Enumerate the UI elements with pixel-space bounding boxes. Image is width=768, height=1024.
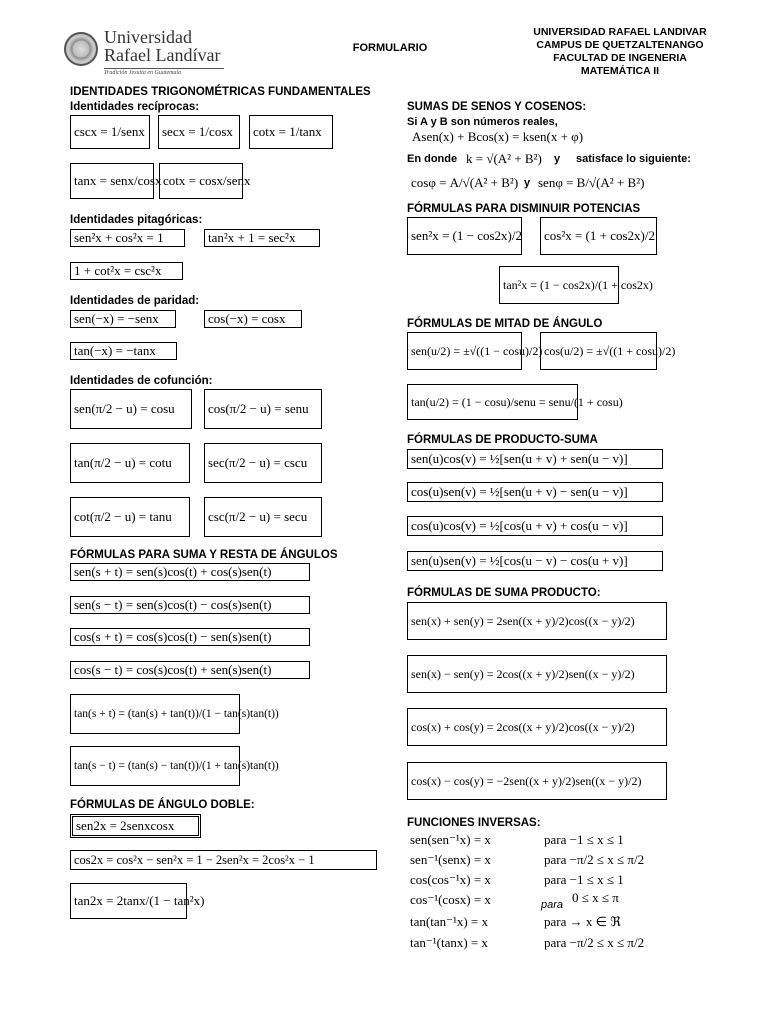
inverse-eq-4: cos⁻¹(cosx) = x [410, 892, 491, 907]
inverse-cond-word-4: para [541, 899, 564, 911]
power-title: FÓRMULAS PARA DISMINUIR POTENCIAS [407, 203, 641, 215]
formula-cofunc-sec: sec(π/2 − u) = cscu [204, 443, 322, 483]
formula-sec: secx = 1/cosx [158, 115, 240, 149]
formula-tan-sum: tan(s + t) = (tan(s) + tan(t))/(1 − tan(s)tan(t)) [70, 694, 240, 734]
page-title: FORMULARIO [352, 42, 428, 54]
formula-sen-sum: sen(s + t) = sen(s)cos(t) + cos(s)sen(t) [70, 563, 310, 581]
section-fundamental-title: IDENTIDADES TRIGONOMÉTRICAS FUNDAMENTALES [70, 86, 371, 98]
university-logo [64, 27, 264, 80]
sum-product-title: FÓRMULAS DE SUMA PRODUCTO: [407, 587, 601, 599]
formula-sen-diff: sen(s − t) = sen(s)cos(t) − cos(s)sen(t) [70, 596, 310, 614]
formula-sensen-product: sen(u)sen(v) = ½[cos(u − v) − cos(u + v)] [407, 551, 663, 571]
formula-k: k = √(A² + B²) [466, 151, 542, 166]
formula-sencos-product: sen(u)cos(v) = ½[sen(u + v) + sen(u − v)] [407, 449, 663, 469]
inverse-title: FUNCIONES INVERSAS: [407, 817, 541, 829]
inverse-eq-5: tan(tan⁻¹x) = x [410, 914, 489, 929]
formula-cos-phi: cosφ = A/√(A² + B²) [411, 175, 519, 190]
formula-cos-half: cos(u/2) = ±√((1 + cosu)/2) [540, 332, 657, 370]
formula-sen-plus-sen: sen(x) + sen(y) = 2sen((x + y)/2)cos((x − y)/2) [407, 602, 667, 640]
logo-divider [104, 68, 224, 69]
half-angle-title: FÓRMULAS DE MITAD DE ÁNGULO [407, 318, 603, 330]
formula-cos-plus-cos: cos(x) + cos(y) = 2cos((x + y)/2)cos((x − y)/2) [407, 708, 667, 746]
inverse-eq-3: cos(cos⁻¹x) = x [410, 872, 491, 887]
cofunction-title: Identidades de cofunción: [70, 375, 213, 387]
logo-name: Universidad Rafael Landívar [104, 27, 221, 65]
y-word: y [554, 153, 561, 165]
institution-block: UNIVERSIDAD RAFAEL LANDIVAR CAMPUS DE QUETZALTENANGO FACULTAD DE INGENERIA MATEMÁTICA II [533, 26, 707, 77]
formula-sen-double: sen2x = 2senxcosx [70, 814, 201, 838]
and-word: y [524, 177, 531, 189]
inverse-eq-2: sen⁻¹(senx) = x [410, 852, 491, 867]
inverse-cond-4: 0 ≤ x ≤ π [572, 890, 619, 905]
sums-condition-text: Si A y B son números reales, [407, 116, 558, 128]
pythagorean-title: Identidades pitagóricas: [70, 214, 203, 226]
formula-cofunc-sen: sen(π/2 − u) = cosu [70, 389, 192, 429]
university-seal-icon [64, 32, 98, 66]
satisfies-text: satisface lo siguiente: [576, 153, 691, 165]
formula-cofunc-cot: cot(π/2 − u) = tanu [70, 497, 190, 537]
formula-tan-half: tan(u/2) = (1 − cosu)/senu = senu/(1 + cosu) [407, 384, 578, 420]
inverse-cond-5: para → x ∈ ℜ [544, 914, 621, 929]
formula-pyth-1: sen²x + cos²x = 1 [70, 229, 185, 247]
formula-tan-ratio: tanx = senx/cosx [70, 163, 154, 199]
formula-sen-minus-sen: sen(x) − sen(y) = 2cos((x + y)/2)sen((x − y)/2) [407, 655, 667, 693]
formula-coscos-product: cos(u)cos(v) = ½[cos(u + v) + cos(u − v)] [407, 516, 663, 536]
inverse-eq-6: tan⁻¹(tanx) = x [410, 935, 489, 950]
formula-tan-power: tan²x = (1 − cos2x)/(1 + cos2x) [499, 266, 619, 304]
product-sum-title: FÓRMULAS DE PRODUCTO-SUMA [407, 434, 598, 446]
reciprocal-title: Identidades recíprocas: [70, 101, 200, 113]
formula-sen-half: sen(u/2) = ±√((1 − cosu)/2) [407, 332, 522, 370]
inverse-cond-6: para −π/2 ≤ x ≤ π/2 [544, 935, 645, 950]
formula-cot: cotx = 1/tanx [249, 115, 333, 149]
inverse-cond-2: para −π/2 ≤ x ≤ π/2 [544, 852, 645, 867]
formula-parity-tan: tan(−x) = −tanx [70, 342, 177, 360]
inverse-cond-3: para −1 ≤ x ≤ 1 [544, 872, 624, 887]
formula-cofunc-tan: tan(π/2 − u) = cotu [70, 443, 190, 483]
logo-tagline: Tradición Jesuita en Guatemala [104, 70, 182, 76]
formula-cos-diff: cos(s − t) = cos(s)cos(t) + sen(s)sen(t) [70, 661, 310, 679]
formula-cofunc-csc: csc(π/2 − u) = secu [204, 497, 322, 537]
formula-sen-phi: senφ = B/√(A² + B²) [538, 175, 645, 190]
formula-parity-cos: cos(−x) = cosx [204, 310, 302, 328]
formula-cos-sum: cos(s + t) = cos(s)cos(t) − sen(s)sen(t) [70, 628, 310, 646]
formula-cofunc-cos: cos(π/2 − u) = senu [204, 389, 322, 429]
formula-sen-power: sen²x = (1 − cos2x)/2 [407, 217, 522, 255]
formula-cot-ratio: cotx = cosx/senx [159, 163, 243, 199]
formula-pyth-2: tan²x + 1 = sec²x [204, 229, 320, 247]
formula-csc: cscx = 1/senx [70, 115, 150, 149]
formula-pyth-3: 1 + cot²x = csc²x [70, 262, 183, 280]
sums-title: SUMAS DE SENOS Y COSENOS: [407, 101, 587, 113]
formula-cos-power: cos²x = (1 + cos2x)/2 [540, 217, 657, 255]
formula-tan-double: tan2x = 2tanx/(1 − tan²x) [70, 883, 187, 919]
inverse-eq-1: sen(sen⁻¹x) = x [410, 832, 491, 847]
formula-cos-minus-cos: cos(x) − cos(y) = −2sen((x + y)/2)sen((x − y)/2) [407, 762, 667, 800]
formula-cos-double: cos2x = cos²x − sen²x = 1 − 2sen²x = 2cos²x − 1 [70, 850, 377, 870]
formula-tan-diff: tan(s − t) = (tan(s) − tan(t))/(1 + tan(s)tan(t)) [70, 746, 240, 786]
en-donde-text: En donde [407, 153, 458, 165]
formula-parity-sen: sen(−x) = −senx [70, 310, 176, 328]
inverse-cond-1: para −1 ≤ x ≤ 1 [544, 832, 624, 847]
formula-ksen: Asen(x) + Bcos(x) = ksen(x + φ) [412, 129, 584, 144]
sum-diff-title: FÓRMULAS PARA SUMA Y RESTA DE ÁNGULOS [70, 549, 338, 561]
formula-cossen-product: cos(u)sen(v) = ½[sen(u + v) − sen(u − v)] [407, 482, 663, 502]
double-angle-title: FÓRMULAS DE ÁNGULO DOBLE: [70, 799, 255, 811]
parity-title: Identidades de paridad: [70, 295, 200, 307]
